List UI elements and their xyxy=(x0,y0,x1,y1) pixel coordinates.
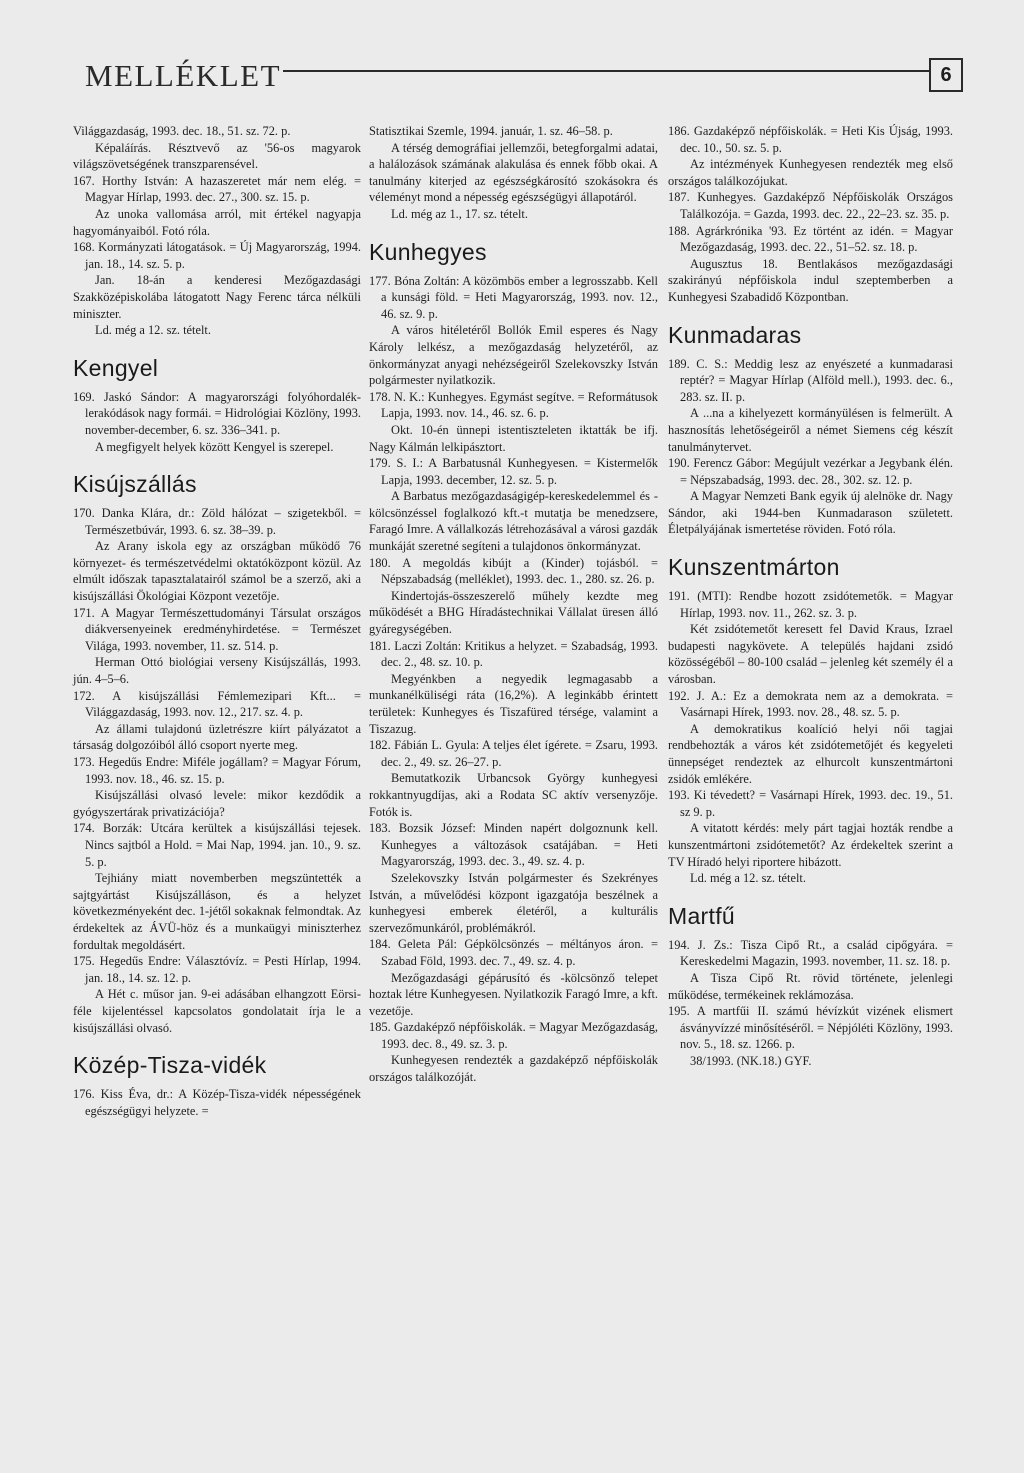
bibliography-entry: 174. Borzák: Utcára kerültek a kisújszállási tejesek. Nincs sajtból a Hold. = Mai Nap, 1994. jan. 10., 9. sz. 5. p. xyxy=(73,821,361,869)
bibliography-entry: Tejhiány miatt novemberben megszüntették a sajtgyártást Kisújszálláson, és a helyzet következményeként dec. 1-jétől sokaknak felmondtak. Az érdekeltek az ÁVÜ-höz és a munkaügyi miniszterhez fordultak megoldásért. xyxy=(73,871,361,952)
bibliography-entry: 173. Hegedűs Endre: Miféle jogállam? = Magyar Fórum, 1993. nov. 18., 46. sz. 15. p. xyxy=(73,755,361,786)
bibliography-entry: 188. Agrárkrónika '93. Ez történt az idén. = Magyar Mezőgazdaság, 1993. dec. 22., 51–52. sz. 18. p. xyxy=(668,223,953,255)
bibliography-entry: 194. J. Zs.: Tisza Cipő Rt., a család cipőgyára. = Kereskedelmi Magazin, 1993. november, 11. sz. 18. p. xyxy=(668,937,953,969)
bibliography-entry: Jan. 18-án a kenderesi Mezőgazdasági Szakközépiskolába látogatott Nagy Ferenc tárca nélküli miniszter. xyxy=(73,273,361,321)
bibliography-entry: 187. Kunhegyes. Gazdaképző Népfőiskolák Országos Találkozója. = Gazda, 1993. dec. 22., 22–23. sz. 35. p. xyxy=(668,190,953,221)
bibliography-entry: Az intézmények Kunhegyesen rendezték meg első országos találkozójukat. xyxy=(668,157,953,188)
bibliography-entry: A Barbatus mezőgazdaságigép-kereskedelemmel és -kölcsönzéssel foglalkozó kft.-t mutatja be menedzsere, Faragó Imre. A vállalkozás létrehozásával a városi gazdák munkáját szeretné segíteni a tulajdonos önkormányzat. xyxy=(369,489,658,554)
bibliography-entry: 192. J. A.: Ez a demokrata nem az a demokrata. = Vasárnapi Hírek, 1993. nov. 28., 48. sz. 5. p. xyxy=(668,688,953,720)
bibliography-entry: 175. Hegedűs Endre: Választóvíz. = Pesti Hírlap, 1994. jan. 18., 14. sz. 12. p. xyxy=(73,954,361,985)
bibliography-entry: Megyénkben a negyedik legmagasabb a munkanélküliségi ráta (16,2%). A leginkább érintett területek: Kunhegyes és Tiszafüred térsége, valamint a Tiszazug. xyxy=(369,671,658,736)
bibliography-entry: 182. Fábián L. Gyula: A teljes élet ígérete. = Zsaru, 1993. dec. 2., 49. sz. 26–27. p. xyxy=(369,738,658,769)
section-heading: Közép-Tisza-vidék xyxy=(73,1052,267,1079)
bibliography-entry: 184. Geleta Pál: Gépkölcsönzés – méltányos áron. = Szabad Föld, 1993. dec. 7., 49. sz. 4. p. xyxy=(369,937,658,968)
bibliography-entry: Okt. 10-én ünnepi istentiszteleten iktatták be ifj. Nagy Kálmán lelkipásztort. xyxy=(369,422,658,454)
bibliography-entry: Képaláírás. Résztvevő az '56-os magyarok világszövetségének transzparensével. xyxy=(73,140,361,172)
bibliography-entry: A demokratikus koalíció helyi női tagjai rendbehozták a város két zsidótemetőjét és kegyeleti ünnepséget rendeztek az elhurcolt kunszentmártoni zsidók emlékére. xyxy=(668,721,953,786)
bibliography-entry: Bemutatkozik Urbancsok György kunhegyesi rokkantnyugdíjas, aki a Rodata SC aktív versenyzője. Fotók is. xyxy=(369,771,658,819)
bibliography-entry: 179. S. I.: A Barbatusnál Kunhegyesen. = Kistermelők Lapja, 1993. december, 12. sz. 5. p. xyxy=(369,456,658,487)
bibliography-entry: A Tisza Cipő Rt. rövid története, jelenlegi működése, termékeinek reklámozása. xyxy=(668,970,953,1002)
bibliography-entry: Az állami tulajdonú üzletrészre kiírt pályázatot a társaság dolgozóiból álló csoport nyerte meg. xyxy=(73,721,361,753)
bibliography-entry: 180. A megoldás kibújt a (Kinder) tojásból. = Népszabadság (melléklet), 1993. dec. 1., 280. sz. 26. p. xyxy=(369,555,658,587)
bibliography-entry: A város hitéletéről Bollók Emil esperes és Nagy Károly lelkész, a mezőgazdaság helyzetéről, az önkormányzat anyagi nehézségeiről Szelekovszky István polgármester nyilatkozik. xyxy=(369,323,658,388)
bibliography-entry: Kisújszállási olvasó levele: mikor kezdődik a gyógyszertárak privatizációja? xyxy=(73,788,361,819)
section-heading: Kunhegyes xyxy=(369,238,487,265)
bibliography-entry: A megfigyelt helyek között Kengyel is szerepel. xyxy=(95,439,334,454)
section-heading: Kengyel xyxy=(73,354,159,381)
bibliography-entry: 38/1993. (NK.18.) GYF. xyxy=(690,1053,812,1068)
bibliography-entry: Statisztikai Szemle, 1994. január, 1. sz. 46–58. p. xyxy=(369,124,613,138)
bibliography-entry: Mezőgazdasági gépárusító és -kölcsönző telepet hoztak létre Kunhegyesen. Nyilatkozik Faragó Imre, a kft. vezetője. xyxy=(369,970,659,1018)
bibliography-entry: Kunhegyesen rendezték a gazdaképző népfőiskolák országos találkozóját. xyxy=(369,1053,658,1085)
bibliography-entry: A vitatott kérdés: mely párt tagjai hozták rendbe a kunszentmártoni zsidótemetőt? Az érdekeltek szerint a TV Híradó helyi riportere hibázott. xyxy=(668,821,953,869)
bibliography-entry: Herman Ottó biológiai verseny Kisújszállás, 1993. jún. 4–5–6. xyxy=(73,655,361,687)
bibliography-entry: 181. Laczi Zoltán: Kritikus a helyzet. = Szabadság, 1993. dec. 2., 48. sz. 10. p. xyxy=(369,638,658,670)
bibliography-entry: 176. Kiss Éva, dr.: A Közép-Tisza-vidék népességének egészségügyi helyzete. = xyxy=(73,1087,361,1118)
bibliography-entry: 189. C. S.: Meddig lesz az enyészeté a kunmadarasi reptér? = Magyar Hírlap (Alföld mell.), 1993. dec. 6., 283. sz. II. p. xyxy=(668,356,953,404)
bibliography-entry: 170. Danka Klára, dr.: Zöld hálózat – szigetekből. = Természetbúvár, 1993. 6. sz. 38–39. p. xyxy=(73,506,361,537)
bibliography-entry: A Hét c. műsor jan. 9-ei adásában elhangzott Eörsi-féle kijelentéssel kapcsolatos gondolatait írja le a kisújszállási olvasó. xyxy=(73,987,361,1035)
bibliography-entry: A térség demográfiai jellemzői, betegforgalmi adatai, a halálozások számának alakulása és ennek főbb okai. A tanulmány kiterjed az egészségkárosító szokásokra és véleményt mond a népesség egészségügyi állapotáról. xyxy=(369,140,658,205)
section-heading: Kunmadaras xyxy=(668,321,802,348)
bibliography-entry: 167. Horthy István: A hazaszeretet már nem elég. = Magyar Hírlap, 1993. dec. 27., 300. sz. 15. p. xyxy=(73,173,361,205)
bibliography-entry: 191. (MTI): Rendbe hozott zsidótemetők. = Magyar Hírlap, 1993. nov. 11., 262. sz. 3. p. xyxy=(668,589,953,620)
section-heading: Kisújszállás xyxy=(73,471,197,498)
bibliography-entry: 195. A martfűi II. számú hévízkút vizének elismert ásványvízzé minősítéséről. = Népjóléti Közlöny, 1993. nov. 5., 18. sz. 1266. p. xyxy=(668,1004,953,1052)
bibliography-entry: 186. Gazdaképző népfőiskolák. = Heti Kis Újság, 1993. dec. 10., 50. sz. 5. p. xyxy=(668,124,953,155)
column-right xyxy=(668,123,953,1070)
column-middle xyxy=(369,123,658,1086)
bibliography-entry: 183. Bozsik József: Minden napért dolgoznunk kell. Kunhegyes a változások csatájában. = Heti Magyarország, 1993. dec. 3., 49. sz. 4. p. xyxy=(369,821,658,869)
bibliography-entry: Ld. még a 12. sz. tételt. xyxy=(690,871,806,886)
bibliography-entry: 178. N. K.: Kunhegyes. Egymást segítve. = Reformátusok Lapja, 1993. nov. 14., 46. sz. 6. p. xyxy=(369,389,658,421)
bibliography-entry: Szelekovszky István polgármester és Szekrényes István, a művelődési központ igazgatója beszélnek a kunhegyesi emberek életéről, a kulturális szervezőmunkáról, problémákról. xyxy=(369,870,658,935)
bibliography-entry: Augusztus 18. Bentlakásos mezőgazdasági szakirányú népfőiskola indul szeptemberben a Kunhegyesi Szabadidő Központban. xyxy=(668,256,953,304)
bibliography-entry: 172. A kisújszállási Fémlemezipari Kft... = Világgazdaság, 1993. nov. 12., 217. sz. 4. p. xyxy=(73,688,361,720)
bibliography-entry: 193. Ki tévedett? = Vasárnapi Hírek, 1993. dec. 19., 51. sz 9. p. xyxy=(668,788,953,819)
bibliography-entry: 177. Bóna Zoltán: A közömbös ember a legrosszabb. Kell a kunsági föld. = Heti Magyarország, 1993. nov. 12., 46. sz. 9. p. xyxy=(369,273,658,321)
column-left xyxy=(73,123,361,1119)
bibliography-entry: A ...na a kihelyezett kormányülésen is felmerült. A hasznosítás lehetőségeiről a német Siemens cég készít tanulmánytervet. xyxy=(668,406,953,454)
bibliography-entry: Kindertojás-összeszerelő műhely kezdte meg működését a BHG Híradástechnikai Vállalat üresen álló gyáregységében. xyxy=(369,588,658,637)
header-title: MELLÉKLET xyxy=(85,58,282,93)
bibliography-entry: Az Arany iskola egy az országban működő 76 környezet- és természetvédelmi oktatóközpont közül. Az elmúlt időszak tapasztalatairól számol be a szerző, aki a kisújszállási Ökológiai Központ vezetője. xyxy=(73,539,361,604)
bibliography-entry: 169. Jaskó Sándor: A magyarországi folyóhordalék-lerakódások nagy formái. = Hidrológiai Közlöny, 1993. november-december, 6. sz. 336–341. p. xyxy=(73,389,361,437)
bibliography-entry: Ld. még az 1., 17. sz. tételt. xyxy=(391,206,528,221)
section-heading: Martfű xyxy=(668,902,735,929)
bibliography-entry: Ld. még a 12. sz. tételt. xyxy=(95,323,211,338)
bibliography-entry: 185. Gazdaképző népfőiskolák. = Magyar Mezőgazdaság, 1993. dec. 8., 49. sz. 3. p. xyxy=(369,1020,658,1051)
bibliography-entry: 190. Ferencz Gábor: Megújult vezérkar a Jegybank élén. = Népszabadság, 1993. dec. 28., 302. sz. 12. p. xyxy=(668,456,953,487)
bibliography-entry: Világgazdaság, 1993. dec. 18., 51. sz. 72. p. xyxy=(73,124,291,138)
section-heading: Kunszentmárton xyxy=(668,554,840,581)
header-rule xyxy=(283,70,929,72)
bibliography-entry: A Magyar Nemzeti Bank egyik új alelnöke dr. Nagy Sándor, aki 1944-ben Kunmadarason született. Életpályájának ismertetése röviden. Fotó róla. xyxy=(668,489,953,537)
page-number-box: 6 xyxy=(929,58,963,92)
bibliography-entry: 168. Kormányzati látogatások. = Új Magyarország, 1994. jan. 18., 14. sz. 5. p. xyxy=(73,240,361,271)
bibliography-entry: Az unoka vallomása arról, mit értékel nagyapja hagyományaiból. Fotó róla. xyxy=(73,206,361,238)
bibliography-entry: Két zsidótemetőt keresett fel David Kraus, Izrael budapesti nagykövete. A település hajdani zsidó közösségéből – 80-100 család – jelenleg két személy él a városban. xyxy=(668,622,953,687)
bibliography-entry: 171. A Magyar Természettudományi Társulat országos diákversenyeinek eredményhirdetése. = Természet Világa, 1993. november, 11. sz. 514. p. xyxy=(73,605,361,653)
